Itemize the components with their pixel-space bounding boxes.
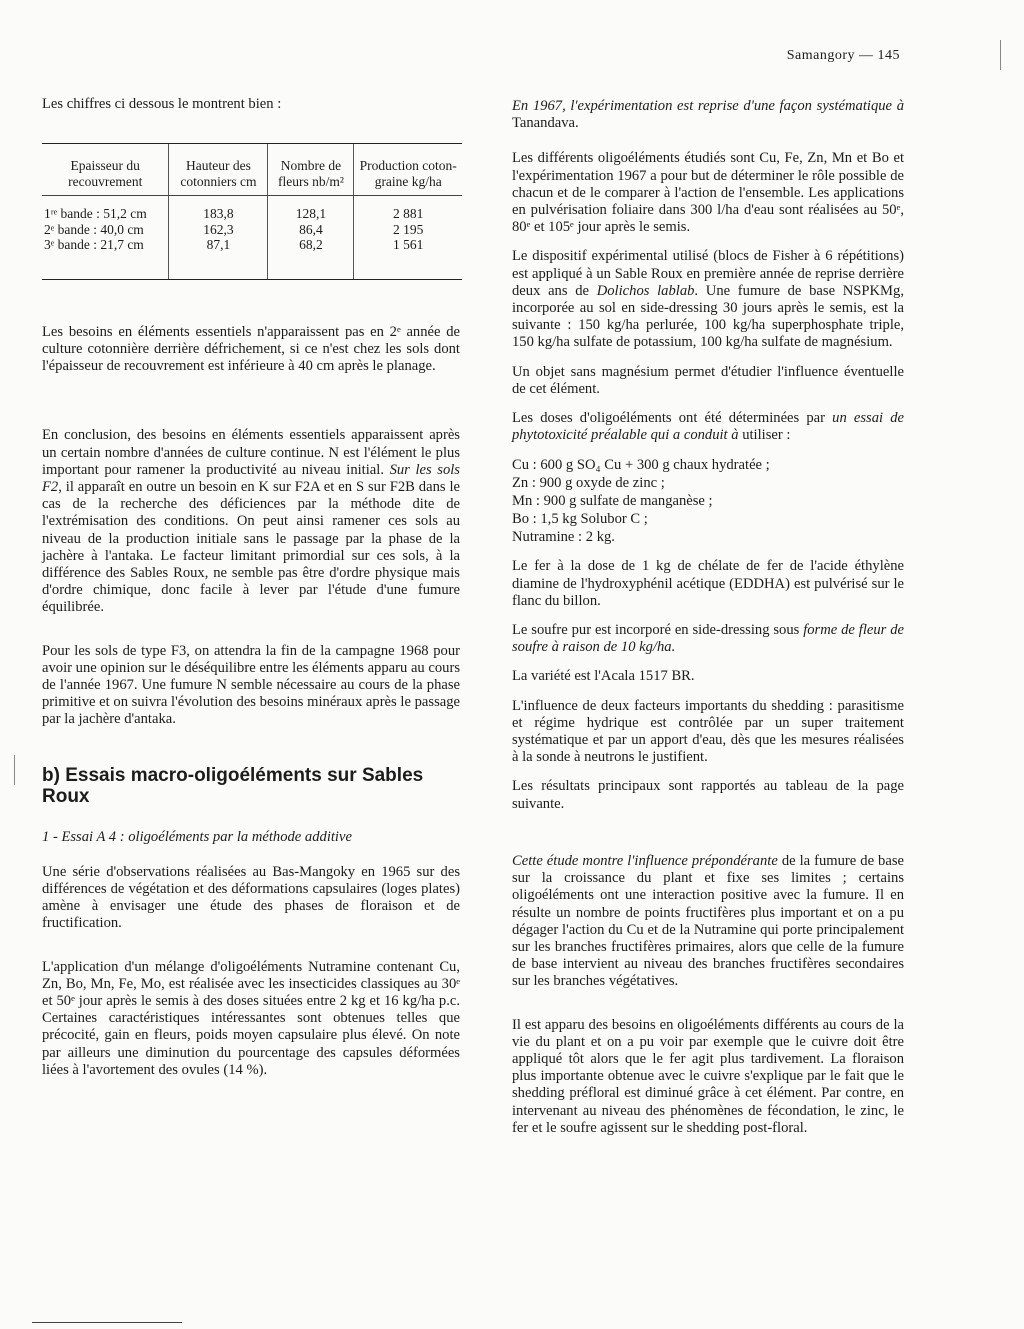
table-row <box>42 222 462 238</box>
scan-mark <box>1000 40 1001 70</box>
paragraph: Pour les sols de type F3, on attendra la fin de la campagne 1968 pour avoir une opinion sur le déséquilibre entre les éléments apparu au cours de l'année 1967. Une fumure N semble nécessaire au cours de la phase primitive et on suivra l'évolution des besoins minéraux après le passage par la jachère d'antaka. <box>42 642 460 728</box>
text-run: Tanandava. <box>512 115 579 132</box>
paragraph: Un objet sans magnésium permet d'étudier l'influence éventuelle de cet élément. <box>512 363 904 397</box>
paragraph: L'influence de deux facteurs importants du shedding : parasitisme et régime hydrique est contrôlée par un super traitement systématique et par un apport d'eau, dès que les mesures réalisées à la sonde à neutrons le justifient. <box>512 697 904 766</box>
table-row <box>42 237 462 279</box>
paragraph: Les résultats principaux sont rapportés au tableau de la page suivante. <box>512 778 904 812</box>
right-column <box>512 98 904 1137</box>
table-intro: Les chiffres ci dessous le montrent bien : <box>42 96 282 112</box>
table-header-row <box>42 144 462 196</box>
paragraph: Il est apparu des besoins en oligoéléments différents au cours de la vie du plant et on a pu voir par exemple que le cuivre doit être appliqué tôt alors que le fer agit plus tardivement. La floraison plus importante obtenue avec le cuivre s'explique par le fait que le shedding préfloral est diminué grâce à cet élément. Par contre, en intervenant au niveau des phénomènes de fécondation, le zinc, le fer et le soufre agissent sur le shedding post-floral. <box>512 1016 904 1136</box>
paragraph <box>512 622 904 656</box>
text-run-italic: un essai de phytotoxicité préalable qui a conduit à <box>512 410 904 444</box>
text-run: . Une fumure de base NSPKMg, incorporée au sol en side-dressing 30 jours après le semis, est la suivante : 150 kg/ha perlurée, 100 kg/ha superphosphate triple, 150 kg/ha sulfate de potassium, 100 kg/ha sulfate de magnésium. <box>512 282 904 351</box>
text-run: Le dispositif expérimental utilisé (blocs de Fisher à 6 répétitions) est appliqué à un Sable Roux en première année de reprise derrière deux ans de <box>512 248 904 299</box>
text-run-italic: En 1967, l'expérimentation est reprise d'une façon systématique à <box>512 98 904 114</box>
list-item: Nutramine : 2 kg. <box>512 529 615 546</box>
left-column <box>42 96 460 1079</box>
col-header-hauteur: Hauteur des cotonniers cm <box>169 144 268 196</box>
text-run: , il apparaît en outre un besoin en K sur F2A et en S sur F2B dans le cas de la recherche des déficiences par la méthode dite de l'extrémisation des conditions. On peut ainsi ramener ces sols au niveau de la production initiale sans le passage par la phase de la jachère à l'antaka. Le facteur limitant primordial sur ces sols, à la différence des Sables Roux, ne semble pas être d'ordre physique mais d'ordre chimique, donc facile à lever par l'étude d'une fumure équilibrée. <box>42 478 460 616</box>
list-item: Mn : 900 g sulfate de manganèse ; <box>512 493 713 510</box>
list-item: Zn : 900 g oxyde de zinc ; <box>512 475 665 492</box>
paragraph: Les besoins en éléments essentiels n'apparaissent pas en 2ᵉ année de culture cotonnière derrière défrichement, si ce n'est chez les sols dont l'épaisseur de recouvrement est inférieure à 40 cm après le planage. <box>42 323 460 375</box>
paragraph <box>512 853 904 991</box>
paragraph: L'application d'un mélange d'oligoéléments Nutramine contenant Cu, Zn, Bo, Mn, Fe, Mo, est réalisée avec les insecticides classiques au 30ᵉ et 50ᵉ jour après le semis à des doses situées entre 2 kg et 16 kg/ha p.c. Certaines caractéristiques intéressantes sont obtenues telles que précocité, gain en fleurs, poids moyen capsulaire plus élevé. On note par ailleurs une diminution du pourcentage des capsules déformées liées à l'avortement des ovules (14 %). <box>42 958 460 1078</box>
table-row <box>42 196 462 222</box>
text-run: Les doses d'oligoéléments ont été déterminées par <box>512 410 833 427</box>
conclusion-paragraph <box>42 427 460 616</box>
paragraph <box>512 98 904 132</box>
cell-fleurs: 68,2 <box>268 237 354 279</box>
text-run-italic: forme de fleur de soufre à raison de 10 kg/ha. <box>512 622 904 656</box>
cell-hauteur: 87,1 <box>169 237 268 279</box>
section-heading: b) Essais macro-oligoéléments sur Sables Roux <box>42 764 424 807</box>
paragraph: Le fer à la dose de 1 kg de chélate de fer de l'acide éthylène diamine de l'hydroxyphénil acétique (EDDHA) est pulvérisé sur le flanc du billon. <box>512 558 904 609</box>
cell-production: 2 881 <box>354 196 462 222</box>
text-run-italic: Cette étude montre l'influence prépondérante <box>512 852 778 869</box>
results-table <box>42 143 462 280</box>
running-header: Samangory — 145 <box>786 48 900 63</box>
scan-mark <box>14 755 15 785</box>
paragraph: Une série d'observations réalisées au Bas-Mangoky en 1965 sur des différences de végétation et des déformations capsulaires (loges plates) amène à envisager une étude des phases de floraison et de fructification. <box>42 863 460 932</box>
cell-fleurs: 128,1 <box>268 196 354 222</box>
paragraph: La variété est l'Acala 1517 BR. <box>512 668 695 685</box>
cell-fleurs: 86,4 <box>268 222 354 238</box>
row-label: 3ᵉ bande : 21,7 cm <box>42 237 169 279</box>
list-item: Bo : 1,5 kg Solubor C ; <box>512 511 648 528</box>
text-run: Le soufre pur est incorporé en side-dressing sous <box>512 622 804 639</box>
col-header-production: Production coton-graine kg/ha <box>354 144 462 196</box>
text-run: de la fumure de base sur la croissance du plant et fixe ses limites ; certains oligoéléments ont une interaction positive avec la fumure. Il en résulte un nombre de points fructifères plus important et on a pu dégager l'action du Cu et de la Nutramine qui porte principalement sur les branches fructifères primaires, alors que celle de la fumure de base intervient au niveau des branches fructifères secondaires sur les branches végétatives. <box>512 852 904 990</box>
text-run: utiliser : <box>738 427 791 444</box>
cell-hauteur: 183,8 <box>169 196 268 222</box>
cell-production: 2 195 <box>354 222 462 238</box>
paragraph: Les différents oligoéléments étudiés sont Cu, Fe, Zn, Mn et Bo et l'expérimentation 1967 a pour but de déterminer le rôle possible de chacun et de le comparer à l'action de l'ensemble. Les applications en pulvérisation foliaire dans 300 l/ha d'eau sont réalisées au 50ᵉ, 80ᵉ et 105ᵉ jour après le semis. <box>512 150 904 236</box>
list-item: Cu : 600 g SO₄ Cu + 300 g chaux hydratée ; <box>512 457 770 474</box>
col-header-fleurs: Nombre de fleurs nb/m² <box>268 144 354 196</box>
row-label: 2ᵉ bande : 40,0 cm <box>44 221 144 237</box>
text-run-italic: Dolichos lablab <box>596 282 695 299</box>
dose-list <box>512 456 904 546</box>
cell-hauteur: 162,3 <box>169 222 268 238</box>
text-run: En conclusion, des besoins en éléments essentiels apparaissent après un certain nombre d'années de culture continue. N est l'élément le plus important pour ramener la productivité au niveau initial. <box>42 427 460 478</box>
cell-production: 1 561 <box>354 237 462 279</box>
text-run-italic: Sur les sols F2 <box>42 461 460 495</box>
paragraph <box>512 410 904 444</box>
paragraph <box>512 248 904 351</box>
row-label: 1ʳᵉ bande : 51,2 cm <box>44 206 147 222</box>
footer-rule <box>32 1322 182 1323</box>
subsection-heading: 1 - Essai A 4 : oligoéléments par la méthode additive <box>42 828 352 845</box>
col-header-epaisseur: Epaisseur du recouvrement <box>42 144 169 196</box>
